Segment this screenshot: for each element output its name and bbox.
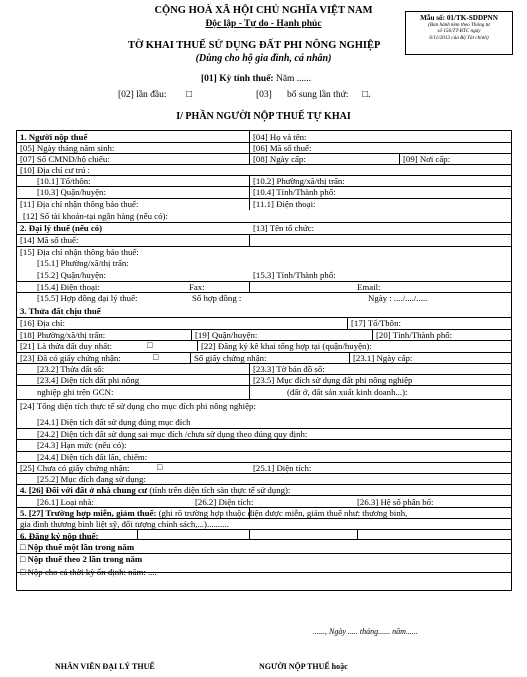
field-13-organization[interactable]: [13] Tên tổ chức: bbox=[253, 223, 315, 233]
field-10-1-hamlet[interactable]: [10.1] Tổ/thôn: bbox=[37, 176, 91, 186]
field-23-5-purpose-line-2: (đất ở, đất sản xuất kinh doanh...): bbox=[287, 387, 408, 397]
taxpayer-signature-label: NGƯỜI NỘP THUẾ hoặc bbox=[259, 662, 348, 671]
field-25-1-area[interactable]: [25.1] Diện tích: bbox=[253, 463, 312, 473]
field-23-1-issue-date[interactable]: [23.1] Ngày cấp: bbox=[353, 353, 413, 363]
pay-option-stable-period[interactable]: □ Nộp cho cả thời kỳ ổn định: năm: .... bbox=[20, 567, 157, 577]
field-23-4-area-line-2: nghiệp ghi trên GCN: bbox=[37, 387, 114, 397]
form-subtitle: (Dùng cho hộ gia đình, cá nhân) bbox=[195, 53, 332, 64]
field-contract-date[interactable]: Ngày : ..../..../..... bbox=[368, 293, 428, 303]
section-4-heading: 4. [26] Đối với đất ở nhà chung cư bbox=[20, 485, 148, 495]
section-5-heading: 5. [27] Trường hợp miễn, giảm thuế: bbox=[20, 508, 157, 518]
field-12-bank-account[interactable]: [12] Số tài khoản-tại ngân hàng (nếu có): bbox=[23, 211, 168, 221]
field-15-agent-address: [15] Địa chỉ nhận thông báo thuế: bbox=[20, 247, 139, 257]
field-09-issue-place[interactable]: [09] Nơi cấp: bbox=[403, 154, 451, 164]
field-23-2-parcel-number[interactable]: [23.2] Thửa đất số: bbox=[37, 364, 105, 374]
first-time-label: [02] lần đầu: bbox=[118, 90, 167, 100]
field-07-id-number[interactable]: [07] Số CMND/hộ chiếu: bbox=[20, 154, 110, 164]
supplement-code: [03] bbox=[256, 90, 272, 100]
field-24-3-quota[interactable]: [24.3] Hạn mức (nếu có): bbox=[37, 440, 127, 450]
form-title: TỜ KHAI THUẾ SỬ DỤNG ĐẤT PHI NÔNG NGHIỆP bbox=[128, 40, 381, 51]
field-05-birth-date[interactable]: [05] Ngày tháng năm sinh: bbox=[20, 143, 115, 153]
field-24-2-wrong-use[interactable]: [24.2] Diện tích đất sử dụng sai mục đích /chưa sử dụng theo đúng quy định: bbox=[37, 429, 308, 439]
field-10-2-ward[interactable]: [10.2] Phường/xã/thị trấn: bbox=[253, 176, 345, 186]
field-25-checkbox[interactable]: □ bbox=[157, 462, 163, 472]
pay-option-once[interactable]: □ Nộp thuế một lần trong năm bbox=[20, 542, 135, 552]
section-3-heading: 3. Thửa đất chịu thuế bbox=[20, 306, 101, 316]
declaration-table bbox=[16, 130, 512, 591]
field-06-tax-code[interactable]: [06] Mã số thuế: bbox=[253, 143, 312, 153]
national-motto: Độc lập - Tự do - Hạnh phúc bbox=[205, 19, 322, 29]
field-24-4-encroached[interactable]: [24.4] Diện tích đất lấn, chiếm: bbox=[37, 452, 148, 462]
field-16-address[interactable]: [16] Địa chỉ: bbox=[20, 318, 65, 328]
field-15-2-district[interactable]: [15.2] Quận/huyện: bbox=[37, 270, 106, 280]
field-21-only-parcel: [21] Là thửa đất duy nhất: bbox=[20, 341, 112, 351]
field-10-residence: [10] Địa chỉ cư trú : bbox=[20, 165, 90, 175]
field-17-hamlet[interactable]: [17] Tổ/Thôn: bbox=[351, 318, 401, 328]
supplement-label: bổ sung lần thứ: bbox=[287, 90, 349, 100]
form-note-line-2: số 156/TT-BTC ngày bbox=[437, 28, 481, 35]
first-time-checkbox[interactable]: □ bbox=[186, 89, 193, 100]
field-15-3-province[interactable]: [15.3] Tỉnh/Thành phố: bbox=[253, 270, 336, 280]
field-26-2-area[interactable]: [26.2] Diện tích: bbox=[195, 497, 254, 507]
tax-period bbox=[201, 75, 311, 85]
field-23-checkbox[interactable]: □ bbox=[153, 352, 159, 362]
field-10-3-district[interactable]: [10.3] Quận/huyện: bbox=[37, 187, 106, 197]
field-25-no-certificate: [25] Chưa có giấy chứng nhận: bbox=[20, 463, 130, 473]
field-19-district[interactable]: [19] Quận/huyện: bbox=[195, 330, 258, 340]
field-26-1-house-type[interactable]: [26.1] Loại nhà: bbox=[37, 497, 94, 507]
field-23-5-purpose-line-1[interactable]: [23.5] Mục đích sử dụng đất phi nông nghiệp bbox=[253, 375, 413, 385]
country-name: CỘNG HOÀ XÃ HỘI CHỦ NGHĨA VIỆT NAM bbox=[154, 5, 373, 16]
pay-option-twice[interactable]: □ Nộp thuế theo 2 lần trong năm bbox=[20, 554, 143, 564]
section-5-note-1: (ghi rõ trường hợp thuộc diện được miễn, giảm thuế như: thương binh, bbox=[158, 508, 408, 518]
field-14-agent-tax-code[interactable]: [14] Mã số thuế: bbox=[20, 235, 79, 245]
section-5-note-2[interactable]: gia đình thương binh liệt sỹ, đối tượng chính sách,...).......... bbox=[20, 519, 229, 529]
section-title: I/ PHẦN NGƯỜI NỘP THUẾ TỰ KHAI bbox=[176, 111, 351, 122]
form-note-line-1: (Ban hành kèm theo Thông tư bbox=[428, 22, 490, 28]
tax-period-value[interactable]: Năm ...... bbox=[275, 74, 312, 84]
section-4 bbox=[20, 485, 290, 495]
section-2-heading: 2. Đại lý thuế (nếu có) bbox=[20, 223, 103, 233]
field-10-4-province[interactable]: [10.4] Tỉnh/Thành phố: bbox=[253, 187, 336, 197]
field-23-3-map-sheet[interactable]: [23.3] Tờ bản đồ số: bbox=[253, 364, 325, 374]
field-15-5-agent-contract: [15.5] Hợp đồng đại lý thuế: bbox=[37, 293, 138, 303]
field-21-checkbox[interactable]: □ bbox=[147, 340, 153, 350]
form-number-box bbox=[405, 11, 513, 55]
supplement-checkbox[interactable]: □. bbox=[362, 89, 371, 100]
form-note-line-3: 6/11/2013 của Bộ Tài chính) bbox=[429, 34, 489, 41]
field-24-1-correct-use[interactable]: [24.1] Diện tích đất sử dụng đúng mục đích bbox=[37, 417, 191, 427]
field-23-4-area-line-1[interactable]: [23.4] Diện tích đất phi nông bbox=[37, 375, 140, 385]
field-20-province[interactable]: [20] Tỉnh/Thành phố: bbox=[376, 330, 453, 340]
field-08-issue-date[interactable]: [08] Ngày cấp: bbox=[253, 154, 306, 164]
field-certificate-number[interactable]: Số giấy chứng nhận: bbox=[194, 353, 267, 363]
field-04-full-name[interactable]: [04] Họ và tên: bbox=[253, 132, 307, 142]
section-4-note: (tính trên diện tích sàn thực tế sử dụng): bbox=[149, 485, 291, 495]
tax-period-label: [01] Kỳ tính thuế: bbox=[201, 74, 274, 84]
field-23-has-certificate: [23] Đã có giấy chứng nhận: bbox=[20, 353, 121, 363]
signature-date[interactable]: ......, Ngày ..... tháng...... năm...... bbox=[313, 627, 418, 636]
field-email[interactable]: Email: bbox=[357, 282, 381, 292]
field-26-3-coefficient[interactable]: [26.3] Hệ số phân bổ: bbox=[357, 497, 434, 507]
section-6-heading: 6. Đăng ký nộp thuế: bbox=[20, 531, 99, 541]
form-number: Mẫu số: 01/TK-SDDPNN bbox=[420, 14, 498, 22]
field-15-4-phone[interactable]: [15.4] Điện thoại: bbox=[37, 282, 100, 292]
field-22-aggregate-district[interactable]: [22] Đăng ký kê khai tổng hợp tại (quận/huyện): bbox=[201, 341, 372, 351]
field-24-total-area[interactable]: [24] Tổng diện tích thực tế sử dụng cho mục đích phi nông nghiệp: bbox=[20, 401, 256, 411]
field-contract-number[interactable]: Số hợp đồng : bbox=[192, 293, 242, 303]
field-25-2-current-use[interactable]: [25.2] Mục đích đang sử dụng: bbox=[37, 474, 146, 484]
field-18-ward[interactable]: [18] Phường/xã/thị trấn: bbox=[20, 330, 106, 340]
field-fax[interactable]: Fax: bbox=[189, 282, 205, 292]
agent-signature-label: NHÂN VIÊN ĐẠI LÝ THUẾ bbox=[55, 662, 155, 671]
section-1-heading: 1. Người nộp thuế bbox=[20, 132, 88, 142]
section-5 bbox=[20, 508, 407, 518]
field-11-1-phone[interactable]: [11.1] Điện thoại: bbox=[253, 199, 316, 209]
field-15-1-ward[interactable]: [15.1] Phường/xã/thị trấn: bbox=[37, 258, 129, 268]
field-11-notice-address[interactable]: [11] Địa chỉ nhận thông báo thuế: bbox=[20, 199, 139, 209]
